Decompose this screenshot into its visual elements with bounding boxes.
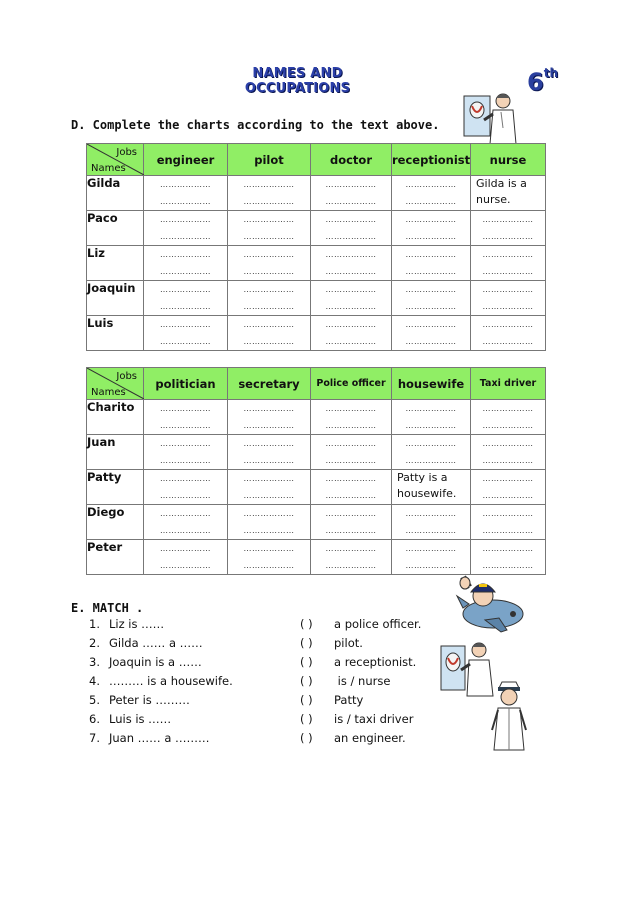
blank-cell[interactable]: ……………… ……………… — [392, 400, 471, 435]
blank-cell[interactable]: ……………… ……………… — [144, 246, 228, 281]
blank-cell[interactable]: ……………… ……………… — [311, 246, 392, 281]
blank-cell[interactable]: ……………… ……………… — [392, 176, 471, 211]
answer-blank[interactable]: ( ) — [300, 731, 313, 745]
table-row — [87, 281, 546, 316]
answer-blank[interactable]: ( ) — [300, 617, 313, 631]
table-row — [87, 316, 546, 351]
answer-blank[interactable]: ( ) — [300, 636, 313, 650]
person-name: Liz — [87, 246, 144, 281]
blank-cell[interactable]: ……………… ……………… — [228, 211, 311, 246]
pilot-plane-clipart — [455, 574, 527, 634]
blank-cell[interactable]: ……………… ……………… — [471, 400, 546, 435]
blank-cell[interactable]: ……………… ……………… — [471, 470, 546, 505]
table-row — [87, 435, 546, 470]
list-item: ( ) is / nurse — [300, 674, 391, 688]
blank-cell[interactable]: ……………… ……………… — [144, 176, 228, 211]
table-row — [87, 540, 546, 575]
chart-header-row — [87, 144, 546, 176]
blank-cell[interactable]: ……………… ……………… — [471, 540, 546, 575]
blank-cell[interactable]: ……………… ……………… — [144, 400, 228, 435]
job-header: engineer — [144, 144, 228, 176]
job-header: politician — [144, 368, 228, 400]
blank-cell[interactable]: ……………… ……………… — [311, 400, 392, 435]
blank-cell[interactable]: ……………… ……………… — [228, 176, 311, 211]
table-row — [87, 246, 546, 281]
match-right-list — [300, 617, 421, 750]
blank-cell[interactable]: ……………… ……………… — [228, 540, 311, 575]
blank-cell[interactable]: ……………… ……………… — [311, 281, 392, 316]
person-name: Patty — [87, 470, 144, 505]
blank-cell[interactable]: ……………… ……………… — [471, 316, 546, 351]
filled-cell: Gilda is a nurse. — [471, 176, 546, 211]
list-item: 4. ……… is a housewife. — [89, 674, 233, 688]
person-name: Diego — [87, 505, 144, 540]
filled-cell: Patty is a housewife. — [392, 470, 471, 505]
blank-cell[interactable]: ……………… ……………… — [392, 540, 471, 575]
person-name: Charito — [87, 400, 144, 435]
blank-cell[interactable]: ……………… ……………… — [144, 470, 228, 505]
blank-cell[interactable]: ……………… ……………… — [228, 281, 311, 316]
blank-cell[interactable]: ……………… ……………… — [311, 435, 392, 470]
table-row — [87, 505, 546, 540]
answer-blank[interactable]: ( ) — [300, 674, 313, 688]
section-d-instruction: D. Complete the charts according to the text above. — [71, 118, 440, 132]
job-header: Taxi driver — [471, 368, 546, 400]
blank-cell[interactable]: ……………… ……………… — [228, 435, 311, 470]
job-header: receptionist — [392, 144, 471, 176]
answer-blank[interactable]: ( ) — [300, 712, 313, 726]
section-e-instruction: E. MATCH . — [71, 601, 144, 615]
answer-blank[interactable]: ( ) — [300, 693, 313, 707]
blank-cell[interactable]: ……………… ……………… — [144, 435, 228, 470]
person-name: Joaquin — [87, 281, 144, 316]
list-item: 5. Peter is ……… — [89, 693, 190, 707]
blank-cell[interactable]: ……………… ……………… — [228, 470, 311, 505]
blank-cell[interactable]: ……………… ……………… — [392, 316, 471, 351]
list-item: ( ) pilot. — [300, 636, 363, 650]
grade-label: 6th — [527, 66, 558, 96]
blank-cell[interactable]: ……………… ……………… — [471, 435, 546, 470]
blank-cell[interactable]: ……………… ……………… — [392, 281, 471, 316]
blank-cell[interactable]: ……………… ……………… — [144, 540, 228, 575]
chart-header-row — [87, 368, 546, 400]
blank-cell[interactable]: ……………… ……………… — [311, 176, 392, 211]
list-item: 3. Joaquin is a …… — [89, 655, 202, 669]
blank-cell[interactable]: ……………… ……………… — [144, 281, 228, 316]
blank-cell[interactable]: ……………… ……………… — [392, 211, 471, 246]
person-name: Juan — [87, 435, 144, 470]
blank-cell[interactable]: ……………… ……………… — [228, 246, 311, 281]
job-header: Police officer — [311, 368, 392, 400]
blank-cell[interactable]: ……………… ……………… — [311, 540, 392, 575]
blank-cell[interactable]: ……………… ……………… — [311, 316, 392, 351]
list-item: ( ) is / taxi driver — [300, 712, 414, 726]
job-header: nurse — [471, 144, 546, 176]
person-name: Gilda — [87, 176, 144, 211]
job-header: secretary — [228, 368, 311, 400]
list-item: 2. Gilda …… a …… — [89, 636, 203, 650]
list-item: 6. Luis is …… — [89, 712, 172, 726]
blank-cell[interactable]: ……………… ……………… — [392, 505, 471, 540]
blank-cell[interactable]: ……………… ……………… — [471, 246, 546, 281]
blank-cell[interactable]: ……………… ……………… — [311, 470, 392, 505]
blank-cell[interactable]: ……………… ……………… — [228, 400, 311, 435]
blank-cell[interactable]: ……………… ……………… — [392, 246, 471, 281]
doctor-clipart — [462, 88, 524, 146]
blank-cell[interactable]: ……………… ……………… — [471, 281, 546, 316]
blank-cell[interactable]: ……………… ……………… — [144, 316, 228, 351]
blank-cell[interactable]: ……………… ……………… — [392, 435, 471, 470]
chart-names-jobs-1 — [86, 143, 546, 351]
person-name: Peter — [87, 540, 144, 575]
answer-blank[interactable]: ( ) — [300, 655, 313, 669]
table-row — [87, 176, 546, 211]
blank-cell[interactable]: ……………… ……………… — [228, 505, 311, 540]
nurse-clipart — [488, 680, 530, 752]
corner-cell: Jobs Names — [87, 144, 144, 176]
job-header: doctor — [311, 144, 392, 176]
list-item: 1. Liz is …… — [89, 617, 165, 631]
blank-cell[interactable]: ……………… ……………… — [144, 211, 228, 246]
job-header: housewife — [392, 368, 471, 400]
person-name: Paco — [87, 211, 144, 246]
job-header: pilot — [228, 144, 311, 176]
blank-cell[interactable]: ……………… ……………… — [228, 316, 311, 351]
match-left-list — [89, 617, 233, 750]
blank-cell[interactable]: ……………… ……………… — [471, 211, 546, 246]
worksheet-title: NAMES AND OCCUPATIONS — [244, 66, 351, 96]
list-item: ( ) an engineer. — [300, 731, 406, 745]
blank-cell[interactable]: ……………… ……………… — [471, 505, 546, 540]
table-row — [87, 470, 546, 505]
list-item: ( ) a receptionist. — [300, 655, 417, 669]
list-item: 7. Juan …… a ……… — [89, 731, 210, 745]
list-item: ( ) a police officer. — [300, 617, 422, 631]
chart-names-jobs-2 — [86, 367, 546, 575]
blank-cell[interactable]: ……………… ……………… — [311, 211, 392, 246]
list-item: ( ) Patty — [300, 693, 364, 707]
blank-cell[interactable]: ……………… ……………… — [311, 505, 392, 540]
person-name: Luis — [87, 316, 144, 351]
blank-cell[interactable]: ……………… ……………… — [144, 505, 228, 540]
corner-cell: Jobs Names — [87, 368, 144, 400]
table-row — [87, 211, 546, 246]
table-row — [87, 400, 546, 435]
